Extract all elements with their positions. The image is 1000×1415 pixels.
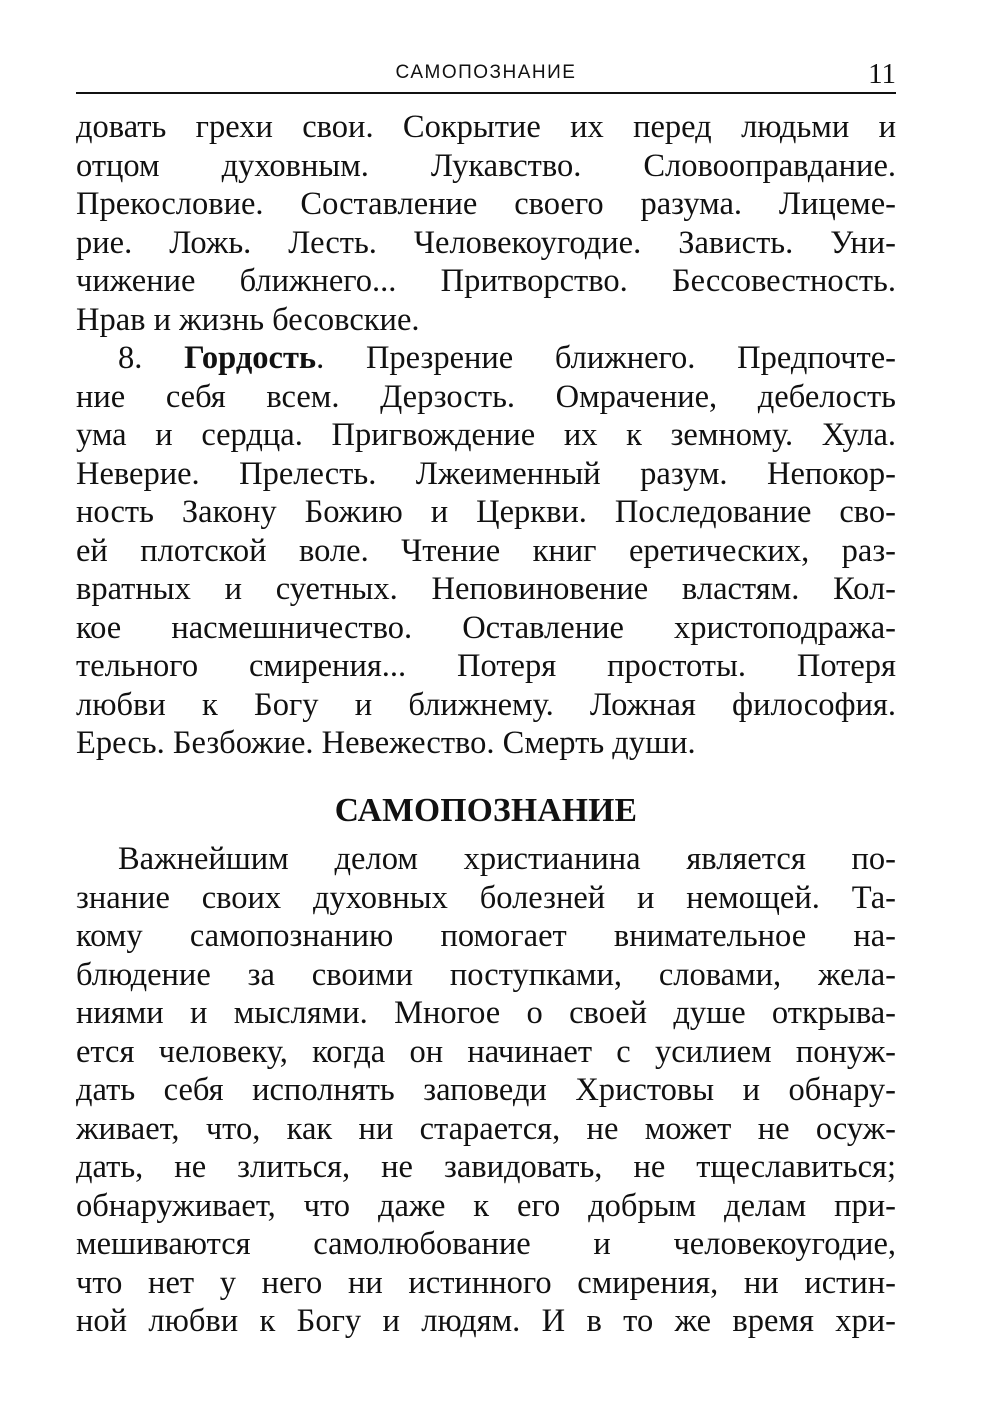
text-line: кое насмешничество. Оставление христоподража- xyxy=(76,609,896,646)
item-number: 8. xyxy=(118,340,143,376)
text-line: чижение ближнего... Притворство. Бессовестность. xyxy=(76,263,896,299)
text-line: знание своих духовных болезней и немощей. Та- xyxy=(76,879,896,916)
text-line: обнаруживает, что даже к его добрым делам при- xyxy=(76,1187,896,1224)
page-number: 11 xyxy=(868,58,896,90)
text-line: Неверие. Прелесть. Лжеименный разум. Непокор- xyxy=(76,455,896,492)
text-line: отцом духовным. Лукавство. Словооправдание. xyxy=(76,147,896,184)
text-line: ной любви к Богу и людям. И в то же время хри- xyxy=(76,1303,896,1339)
text-line: дать, не злиться, не завидовать, не тщеславиться; xyxy=(76,1149,896,1185)
chapter-paragraph xyxy=(76,840,896,1341)
list-item-8-first-line xyxy=(76,339,896,378)
text-line: Ересь. Безбожие. Невежество. Смерть души. xyxy=(76,725,696,761)
text-line: что нет у него ни истинного смирения, ни истин- xyxy=(76,1264,896,1301)
running-title: САМОПОЗНАНИЕ xyxy=(395,62,577,83)
text-line: ется человеку, когда он начинает с усилием понуж- xyxy=(76,1033,896,1070)
text-line: Нрав и жизнь бесовские. xyxy=(76,301,420,338)
text-line: Важнейшим делом христианина является по- xyxy=(118,841,896,877)
text-line: любви к Богу и ближнему. Ложная философия. xyxy=(76,686,896,723)
text-line: ность Закону Божию и Церкви. Последование сво- xyxy=(76,494,896,530)
text-line: довать грехи свои. Сокрытие их перед людьми и xyxy=(76,109,896,145)
continued-paragraph-and-item-8 xyxy=(76,108,896,763)
text-line: тельного смирения... Потеря простоты. Потеря xyxy=(76,648,896,684)
text-line: ние себя всем. Дерзость. Омрачение, дебелость xyxy=(76,378,896,415)
text-line: ума и сердца. Пригвождение их к земному. Хула. xyxy=(76,417,896,453)
item-text: . Презрение ближнего. Предпочте- xyxy=(316,340,896,376)
text-line: блюдение за своими поступками, словами, жела- xyxy=(76,956,896,993)
text-line: живает, что, как ни старается, не может не осуж- xyxy=(76,1110,896,1147)
text-line: Прекословие. Составление своего разума. Лицеме- xyxy=(76,186,896,222)
text-line: мешиваются самолюбование и человекоугодие, xyxy=(76,1226,896,1262)
text-line: вратных и суетных. Неповиновение властям. Кол- xyxy=(76,571,896,607)
chapter-heading: САМОПОЗНАНИЕ xyxy=(334,792,638,829)
text-line: кому самопознанию помогает внимательное на- xyxy=(76,918,896,954)
item-term: Гордость xyxy=(184,340,317,376)
text-line: рие. Ложь. Лесть. Человекоугодие. Зависть. Уни- xyxy=(76,224,896,261)
text-line: дать себя исполнять заповеди Христовы и обнару- xyxy=(76,1072,896,1108)
text-line: ниями и мыслями. Многое о своей душе открыва- xyxy=(76,995,896,1031)
text-line: ей плотской воле. Чтение книг еретических, раз- xyxy=(76,532,896,569)
running-header xyxy=(76,58,896,94)
